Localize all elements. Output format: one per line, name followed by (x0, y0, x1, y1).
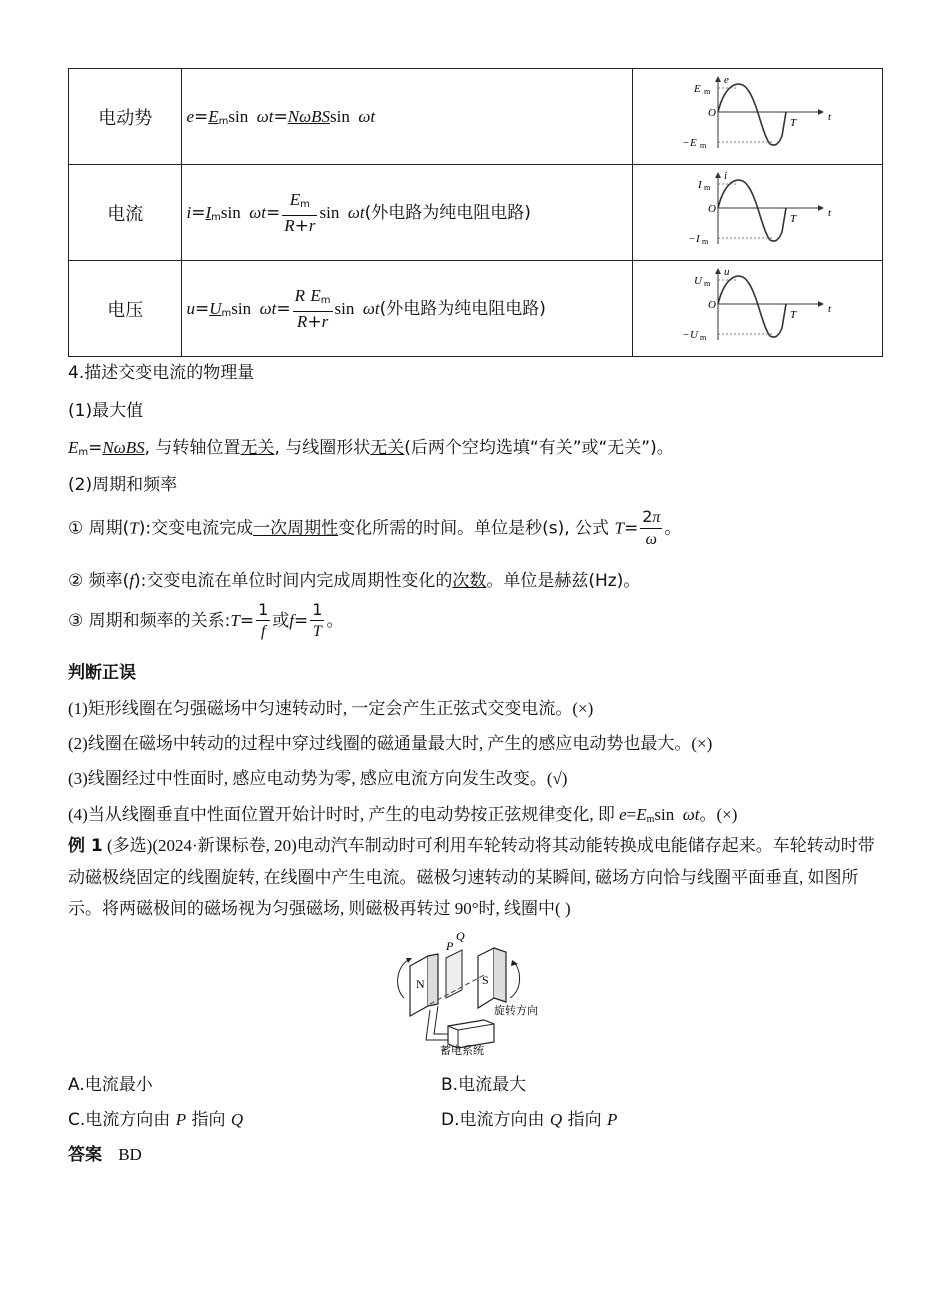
svg-text:m: m (699, 333, 706, 342)
answer-label: 答案 (68, 1145, 102, 1165)
sine-graph (678, 266, 838, 346)
frequency-def-line: ② 频率(f):交变电流在单位时间内完成周期性变化的次数。单位是赫兹(Hz)。 (68, 571, 641, 591)
svg-text:m: m (701, 237, 708, 246)
sine-graph (678, 170, 838, 250)
svg-text:−: − (687, 233, 696, 245)
blank-answer: 一次周期性 (253, 518, 339, 539)
relation-line: ③ 周期和频率的关系:T= $\frac{1}{f}$ 或f= $\frac{1}{T}$ 。 (68, 600, 344, 640)
svg-text:O: O (707, 203, 716, 215)
emf-graph (633, 69, 883, 165)
svg-text:t: t (827, 111, 831, 123)
sine-graph (678, 74, 838, 154)
row-name: 电动势 (69, 69, 182, 165)
formula-table (68, 68, 883, 357)
svg-text:I: I (697, 179, 702, 191)
svg-text:t: t (827, 303, 831, 315)
storage-label: 蓄电系统 (440, 1044, 484, 1057)
axis-var-label: e (723, 74, 729, 86)
max-value-title: (1)最大值 (68, 401, 144, 421)
table-row-emf (69, 69, 883, 165)
voltage-note: (外电路为纯电阻电路) (379, 298, 546, 319)
svg-text:U: U (693, 275, 702, 287)
judge-item: (4)当从线圈垂直中性面位置开始计时时, 产生的电动势按正弦规律变化, 即 $e=E_m\sin$ ωt。(×) (68, 805, 738, 825)
row-name: 电流 (69, 165, 182, 261)
svg-text:t: t (827, 207, 831, 219)
peak-label: E (693, 83, 701, 95)
answer-value: BD (118, 1145, 142, 1164)
svg-text:T: T (789, 309, 796, 321)
answer-line (68, 1140, 142, 1165)
rotation-direction-label: 旋转方向 (494, 1004, 538, 1017)
blank-answer: 无关 (370, 438, 405, 458)
choice-d: D.电流方向由 Q 指向 P (441, 1110, 618, 1130)
voltage-formula: $u=U_m\sin$ ωt= $\frac{R E_m}{R+r}$ sin ωt(外电路为纯电阻电路) (182, 261, 633, 357)
svg-text:−: − (681, 137, 690, 149)
example-label: 例 1 (68, 836, 103, 856)
period-title: (2)周期和频率 (68, 475, 178, 495)
voltage-graph (633, 261, 883, 357)
choice-b: B.电流最大 (441, 1075, 527, 1095)
emf-formula: $e=E_m\sin$ ωt=NωBSsin ωt (182, 69, 633, 165)
svg-text:T: T (789, 213, 796, 225)
svg-text:m: m (703, 87, 710, 96)
svg-text:O: O (707, 107, 716, 119)
table-row-current (69, 165, 883, 261)
max-value-line: $E_m=N\omega BS$, 与转轴位置无关, 与线圈形状无关(后两个空均选填“有关”或“无关”)。 (68, 438, 674, 458)
current-note: (外电路为纯电阻电路) (364, 202, 531, 223)
choice-c: C.电流方向由 P 指向 Q (68, 1110, 244, 1130)
row-name: 电压 (69, 261, 182, 357)
svg-text:−: − (681, 329, 690, 341)
svg-text:U: U (689, 329, 698, 341)
svg-text:m: m (703, 279, 710, 288)
current-graph (633, 165, 883, 261)
judge-item: (2)线圈在磁场中转动的过程中穿过线圈的磁通量最大时, 产生的感应电动势也最大。(×) (68, 734, 713, 753)
example-question (68, 830, 883, 924)
judge-item: (1)矩形线圈在匀强磁场中匀速转动时, 一定会产生正弦式交变电流。(×) (68, 699, 594, 718)
judge-title: 判断正误 (68, 663, 136, 683)
svg-text:u: u (723, 266, 730, 278)
blank-answer: 次数 (452, 571, 487, 591)
svg-text:T: T (789, 117, 796, 129)
point-p-label: P (446, 939, 454, 953)
period-def-line: ① 周期(T):交变电流完成一次周期性变化所需的时间。单位是秒(s), 公式 T= $\frac{2\pi}{\omega}$ 。 (68, 507, 682, 548)
table-row-voltage (69, 261, 883, 357)
point-q-label: Q (456, 929, 465, 943)
judge-item: (3)线圈经过中性面时, 感应电动势为零, 感应电流方向发生改变。(√) (68, 769, 568, 788)
svg-text:m: m (699, 141, 706, 150)
svg-text:m: m (703, 183, 710, 192)
svg-text:i: i (723, 170, 727, 182)
magnet-s-label: S (482, 973, 489, 987)
generator-figure (390, 928, 570, 1058)
svg-text:I: I (695, 233, 700, 245)
choice-a: A.电流最小 (68, 1075, 153, 1095)
magnet-n-label: N (416, 977, 425, 991)
example-text: (多选)(2024·新课标卷, 20)电动汽车制动时可利用车轮转动将其动能转换成电能储存起来。车轮转动时带动磁极绕固定的线圈旋转, 在线圈中产生电流。磁极匀速转动的某瞬间, 磁场方向恰与线圈平面垂直, 如图所示。将两磁极间的磁场视为匀强磁场, 则磁极再转过 90°时, 线圈中( ) (68, 836, 875, 918)
section-title: 4.描述交变电流的物理量 (68, 363, 255, 383)
svg-text:O: O (707, 299, 716, 311)
svg-text:E: E (689, 137, 697, 149)
current-formula: $i=I_m\sin$ ωt= $\frac{E_m}{R+r}$ sin ωt(外电路为纯电阻电路) (182, 165, 633, 261)
blank-answer: 无关 (240, 438, 275, 458)
